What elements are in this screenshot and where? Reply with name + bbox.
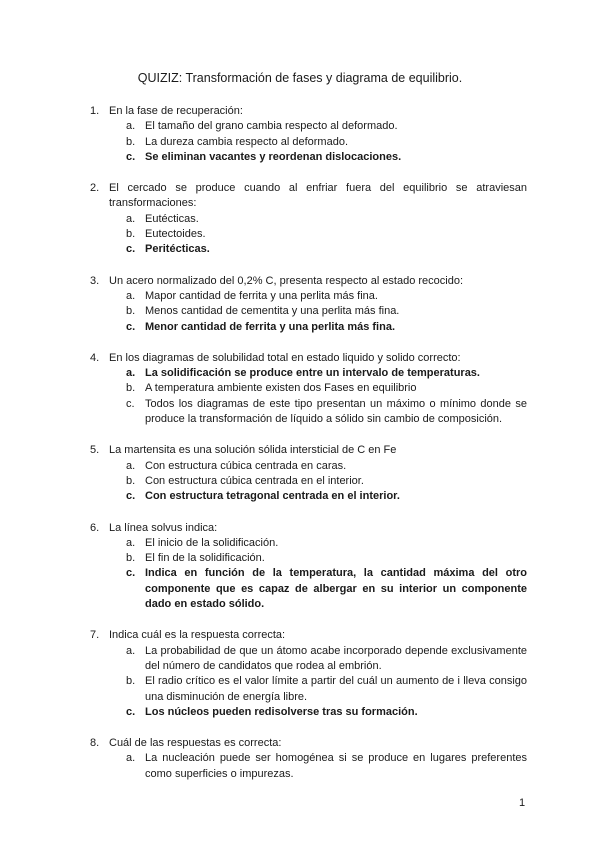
option-letter: a. — [126, 289, 136, 302]
option-item-correct — [126, 150, 527, 165]
question-text: El cercado se produce cuando al enfriar fuera del equilibrio se atraviesan transformaciones: — [109, 182, 527, 210]
option-list — [126, 644, 527, 720]
option-letter: c. — [126, 705, 136, 718]
option-item-correct — [126, 366, 527, 381]
option-letter: b. — [126, 228, 136, 241]
option-list — [126, 119, 527, 165]
question-list — [90, 104, 527, 798]
option-text: El inicio de la solidificación. — [145, 536, 279, 549]
option-item — [126, 644, 527, 675]
option-list — [126, 751, 527, 782]
option-list — [126, 459, 527, 505]
option-list — [126, 366, 527, 427]
option-text: Todos los diagramas de este tipo presentan un máximo o mínimo donde se produce la transformación de líquido a sólido sin cambio de composición. — [145, 397, 527, 426]
option-item — [126, 227, 527, 242]
option-item-correct — [126, 705, 527, 720]
option-item-correct — [126, 242, 527, 257]
option-letter: b. — [126, 382, 136, 395]
option-text: El tamaño del grano cambia respecto al deformado. — [145, 120, 398, 133]
question-text: Indica cuál es la respuesta correcta: — [109, 629, 286, 642]
question-number: 2. — [90, 182, 100, 195]
option-list — [126, 289, 527, 335]
option-text: La probabilidad de que un átomo acabe incorporado depende exclusivamente del número de candidatos que rodea al embrión. — [145, 644, 527, 672]
option-text: La dureza cambia respecto al deformado. — [145, 135, 349, 148]
option-text: A temperatura ambiente existen dos Fases en equilibrio — [145, 382, 417, 395]
option-item — [126, 135, 527, 150]
option-letter: a. — [126, 536, 136, 549]
option-letter: a. — [126, 459, 136, 472]
option-text: Se eliminan vacantes y reordenan dislocaciones. — [145, 150, 402, 163]
option-text: Menor cantidad de ferrita y una perlita más fina. — [145, 320, 396, 333]
option-text: Con estructura tetragonal centrada en el interior. — [145, 490, 400, 503]
question-text: En la fase de recuperación: — [109, 105, 243, 117]
option-text: Eutécticas. — [145, 212, 199, 225]
question-number: 3. — [90, 274, 100, 287]
option-item — [126, 459, 527, 474]
option-text: Menos cantidad de cementita y una perlita más fina. — [145, 305, 400, 318]
option-letter: b. — [126, 675, 136, 688]
option-letter: c. — [126, 567, 136, 580]
option-text: El radio crítico es el valor límite a partir del cuál un aumento de i lleva consigo una disminución de energía libre. — [145, 675, 527, 703]
option-item — [126, 674, 527, 705]
option-list — [126, 212, 527, 258]
option-text: Indica en función de la temperatura, la cantidad máxima del otro componente que es capaz de albergar en su interior un componente dado en estado sólido. — [145, 567, 527, 611]
option-item — [126, 304, 527, 319]
option-item — [126, 397, 527, 428]
option-text: Los núcleos pueden redisolverse tras su formación. — [145, 705, 418, 718]
option-letter: b. — [126, 135, 136, 148]
option-item — [126, 536, 527, 551]
option-letter: a. — [126, 752, 136, 765]
question-number: 5. — [90, 444, 100, 457]
option-letter: a. — [126, 367, 136, 380]
option-item-correct — [126, 566, 527, 612]
option-letter: a. — [126, 120, 136, 133]
option-item-correct — [126, 320, 527, 335]
option-letter: c. — [126, 397, 135, 410]
question-text: La martensita es una solución sólida intersticial de C en Fe — [109, 444, 397, 457]
option-text: Eutectoides. — [145, 228, 206, 241]
option-item — [126, 289, 527, 304]
question-number: 7. — [90, 629, 100, 642]
question-item — [90, 181, 527, 257]
question-item — [90, 274, 527, 335]
option-letter: a. — [126, 644, 136, 657]
option-item — [126, 119, 527, 134]
option-text: Con estructura cúbica centrada en caras. — [145, 459, 347, 472]
page-number: 1 — [519, 797, 526, 809]
question-number: 1. — [90, 105, 100, 117]
question-item — [90, 104, 527, 165]
option-text: La nucleación puede ser homogénea si se produce en lugares preferentes como superficies o impurezas. — [145, 752, 527, 780]
question-item — [90, 628, 527, 720]
option-letter: c. — [126, 490, 136, 503]
option-item — [126, 551, 527, 566]
option-text: Peritécticas. — [145, 243, 210, 256]
question-number: 6. — [90, 521, 100, 534]
question-number: 4. — [90, 351, 100, 364]
question-text: En los diagramas de solubilidad total en estado liquido y solido correcto: — [109, 351, 461, 364]
question-item — [90, 351, 527, 427]
option-letter: a. — [126, 212, 136, 225]
option-letter: b. — [126, 552, 136, 565]
document-title: QUIZIZ: Transformación de fases y diagrama de equilibrio. — [137, 71, 463, 85]
question-item — [90, 736, 527, 782]
option-letter: c. — [126, 243, 136, 256]
question-number: 8. — [90, 737, 100, 750]
option-item — [126, 474, 527, 489]
option-item — [126, 751, 527, 782]
option-letter: b. — [126, 474, 136, 487]
question-item — [90, 443, 527, 504]
option-letter: c. — [126, 320, 136, 333]
option-letter: b. — [126, 305, 136, 318]
option-text: Mapor cantidad de ferrita y una perlita más fina. — [145, 289, 378, 302]
option-letter: c. — [126, 150, 136, 163]
question-item — [90, 521, 527, 613]
question-text: La línea solvus indica: — [109, 521, 218, 534]
question-text: Un acero normalizado del 0,2% C, presenta respecto al estado recocido: — [109, 274, 464, 287]
option-item — [126, 212, 527, 227]
option-list — [126, 536, 527, 612]
option-text: El fin de la solidificación. — [145, 552, 265, 565]
question-text: Cuál de las respuestas es correcta: — [109, 737, 282, 750]
option-text: La solidificación se produce entre un intervalo de temperaturas. — [145, 367, 480, 380]
option-item-correct — [126, 489, 527, 504]
option-text: Con estructura cúbica centrada en el interior. — [145, 474, 364, 487]
option-item — [126, 381, 527, 396]
